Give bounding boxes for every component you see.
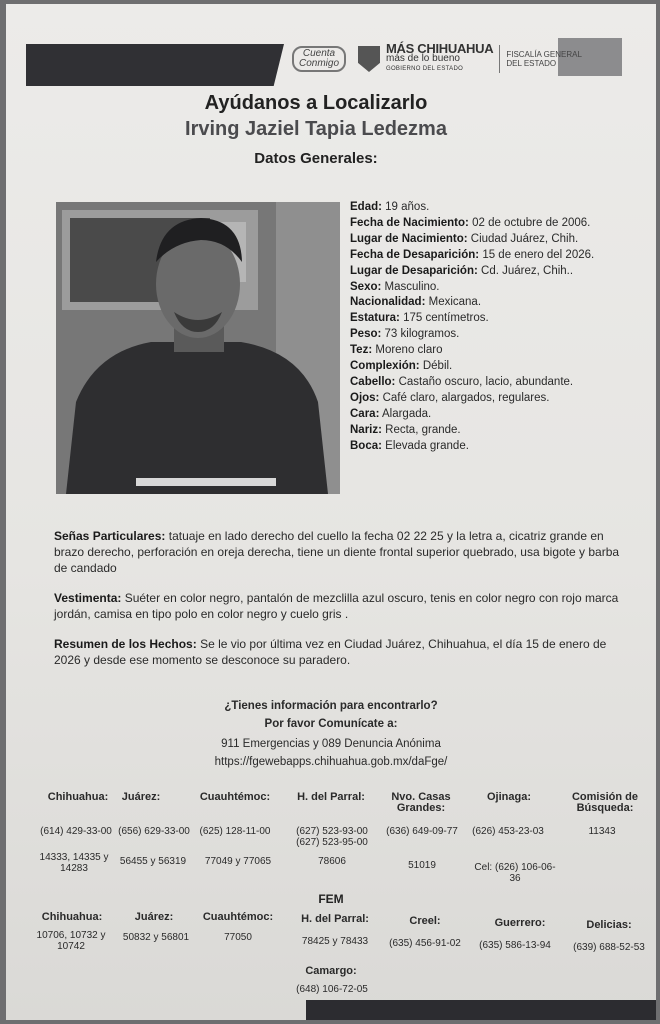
emergency-numbers: 911 Emergencias y 089 Denuncia Anónima	[221, 738, 441, 750]
senas-particulares: Señas Particulares: tatuaje en lado derecho del cuello la fecha 02 22 25 y la letra a, cicatriz grande en brazo derecho, perforación en oreja derecha, tiene un diente frontal superior quebrado, usa bigote y barba de candado	[54, 529, 620, 575]
page-title: Ayúdanos a Localizarlo	[204, 92, 428, 114]
office-extension: 14333, 14335 y 14283	[39, 852, 109, 874]
report-url-link[interactable]: https://fgewebapps.chihuahua.gob.mx/daFge/	[214, 756, 448, 768]
fem-office-name: Cuauhtémoc:	[202, 911, 274, 923]
office-phone: (656) 629-33-00	[118, 826, 190, 837]
office-extension: 77049 y 77065	[204, 856, 272, 867]
office-extension: 78606	[318, 856, 346, 867]
fem-office-name: H. del Parral:	[301, 913, 369, 925]
mas-chihuahua-logo: MÁS CHIHUAHUA más de lo bueno GOBIERNO DEL ESTADO	[386, 41, 494, 72]
detail-row: Lugar de Desaparición: Cd. Juárez, Chih..	[350, 264, 574, 277]
contact-question: ¿Tienes información para encontrarlo?	[224, 700, 438, 712]
office-phone: (614) 429-33-00	[40, 826, 112, 837]
contact-please: Por favor Comunícate a:	[264, 718, 398, 730]
cuenta-conmigo-logo: Cuenta Conmigo	[292, 46, 346, 72]
office-phone: (625) 128-11-00	[199, 826, 271, 837]
general-details	[350, 200, 620, 455]
detail-row: Edad: 19 años.	[350, 201, 430, 213]
office-extension: 51019	[408, 860, 436, 871]
detail-row: Sexo: Masculino.	[350, 280, 440, 293]
logo-divider	[499, 45, 500, 73]
fem-office-phone: 50832 y 56801	[122, 932, 190, 943]
office-name: Nvo. Casas Grandes:	[391, 791, 451, 814]
detail-row: Boca: Elevada grande.	[350, 439, 469, 452]
section-title: Datos Generales:	[254, 150, 378, 167]
detail-row: Cabello: Castaño oscuro, lacio, abundante.	[350, 375, 574, 388]
fem-office-name: Delicias:	[586, 919, 632, 931]
fem-office-name: Chihuahua:	[41, 911, 103, 923]
office-phone: (626) 453-23-03	[472, 826, 544, 837]
detail-row: Lugar de Nacimiento: Ciudad Juárez, Chih.	[350, 232, 579, 245]
office-name: H. del Parral:	[297, 791, 365, 803]
detail-row: Cara: Alargada.	[350, 407, 432, 420]
header-logos	[292, 41, 582, 74]
resumen-hechos: Resumen de los Hechos: Se le vio por última vez en Ciudad Juárez, Chihuahua, el día 15 de enero de 2026 y desde ese momento se desconoce su paradero.	[54, 637, 607, 667]
fem-office-phone: (635) 586-13-94	[479, 940, 551, 951]
detail-row: Estatura: 175 centímetros.	[350, 312, 489, 325]
missing-person-name: Irving Jaziel Tapia Ledezma	[185, 118, 447, 140]
fem-office-name: Guerrero:	[494, 917, 546, 929]
fem-title: FEM	[318, 892, 344, 906]
detail-row: Nariz: Recta, grande.	[350, 423, 461, 436]
detail-row: Ojos: Café claro, alargados, regulares.	[350, 391, 550, 404]
office-phone: 11343	[588, 826, 616, 837]
flyer-page	[6, 4, 656, 1020]
footer-bar	[306, 1000, 656, 1020]
office-extension: Cel: (626) 106-06-36	[474, 862, 556, 884]
camargo-phone: (648) 106-72-05	[296, 984, 368, 995]
detail-row: Nacionalidad: Mexicana.	[350, 296, 482, 309]
office-name: Ojinaga:	[486, 791, 531, 803]
state-shield-icon	[358, 46, 380, 72]
vestimenta: Vestimenta: Suéter en color negro, pantalón de mezclilla azul oscuro, tenis en color negro con rojo marca jordán, camisa en tipo polo en color negro y cuelo gris .	[54, 591, 619, 621]
fem-office-phone: (635) 456-91-02	[389, 938, 461, 949]
office-extension: 56455 y 56319	[119, 856, 187, 867]
detail-row: Fecha de Desaparición: 15 de enero del 2026.	[350, 248, 595, 261]
office-name: Chihuahua:	[47, 791, 109, 803]
header-bar-left	[26, 44, 284, 86]
office-phone: (627) 523-93-00 (627) 523-95-00	[296, 826, 368, 848]
fem-office-name: Juárez:	[134, 911, 174, 923]
fem-office-phone: (639) 688-52-53	[573, 942, 645, 953]
missing-person-photo	[56, 202, 340, 494]
fem-office-phone: 10706, 10732 y 10742	[36, 930, 106, 952]
camargo-name: Camargo:	[305, 965, 357, 977]
detail-row: Tez: Moreno claro	[350, 344, 443, 357]
detail-row: Complexión: Débil.	[350, 360, 453, 373]
fem-office-name: Creel:	[409, 915, 441, 927]
detail-row: Fecha de Nacimiento: 02 de octubre de 2006.	[350, 216, 591, 229]
fem-office-phone: 77050	[224, 932, 252, 943]
office-name: Comisión de Búsqueda:	[571, 791, 638, 814]
office-name: Cuauhtémoc:	[199, 791, 271, 803]
detail-row: Peso: 73 kilogramos.	[350, 328, 460, 341]
office-name: Juárez:	[121, 791, 161, 803]
office-phone: (636) 649-09-77	[386, 826, 458, 837]
fiscalia-logo: FISCALÍA GENERAL DEL ESTADO	[506, 50, 582, 68]
fem-office-phone: 78425 y 78433	[301, 936, 369, 947]
